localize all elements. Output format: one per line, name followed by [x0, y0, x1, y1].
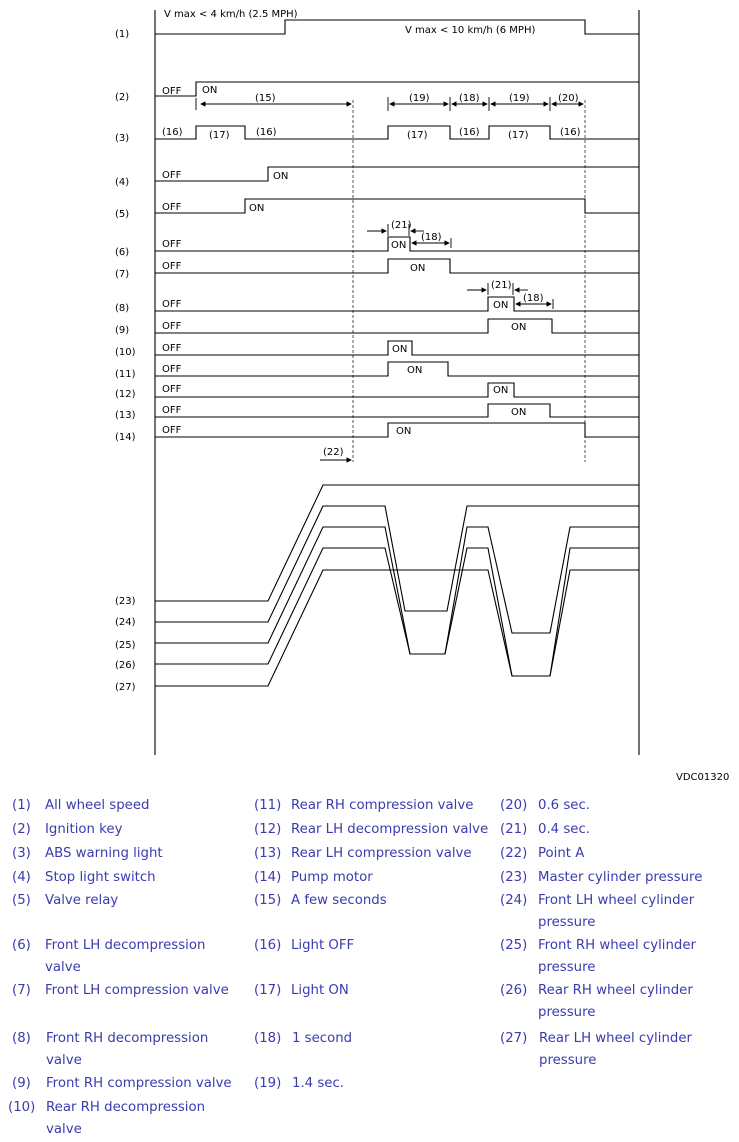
- wave-6-on: ON: [391, 240, 407, 251]
- wave-3-t5: (16): [459, 127, 480, 138]
- wave-2-on: ON: [202, 85, 218, 96]
- wave-7-off: OFF: [162, 261, 182, 272]
- row-label-8: (8): [115, 303, 130, 314]
- wave-7: [155, 259, 639, 273]
- pressure-label-24: (24): [115, 617, 136, 628]
- wave-11: [155, 362, 639, 376]
- legend-item: (24) Front LH wheel cylinder pressure: [500, 893, 695, 930]
- row-label-1: (1): [115, 29, 130, 40]
- wave-3-t3: (16): [256, 127, 277, 138]
- wave-12-off: OFF: [162, 384, 182, 395]
- row-label-5: (5): [115, 209, 130, 220]
- mark-22: (22): [323, 447, 344, 458]
- wave-3-t1: (16): [162, 127, 183, 138]
- wave-8-on: ON: [493, 300, 509, 311]
- row-label-2: (2): [115, 92, 130, 103]
- legend-item: (10) Rear RH decompression valve: [8, 1100, 206, 1137]
- mark-18c: (18): [523, 293, 544, 304]
- mark-19a: (19): [409, 93, 430, 104]
- pressure-label-26: (26): [115, 660, 136, 671]
- wave-12-on: ON: [493, 385, 509, 396]
- mark-21a: (21): [391, 220, 412, 231]
- mark-19b: (19): [509, 93, 530, 104]
- row-label-9: (9): [115, 325, 130, 336]
- mark-15: (15): [255, 93, 276, 104]
- wave-5: [155, 199, 639, 213]
- wave-3-t6: (17): [508, 130, 529, 141]
- wave-13: [155, 404, 639, 417]
- mark-18b: (18): [421, 232, 442, 243]
- wave-8-off: OFF: [162, 299, 182, 310]
- wave-3-t4: (17): [407, 130, 428, 141]
- legend-item: (26) Rear RH wheel cylinder pressure: [500, 983, 693, 1020]
- row-label-11: (11): [115, 369, 136, 380]
- wave-2-off: OFF: [162, 86, 182, 97]
- wave-6-off: OFF: [162, 239, 182, 250]
- wave-5-on: ON: [249, 203, 265, 214]
- wave-4-off: OFF: [162, 170, 182, 181]
- legend-item: (27) Rear LH wheel cylinder pressure: [500, 1031, 692, 1068]
- mark-20: (20): [558, 93, 579, 104]
- wave-1-text-a: V max < 4 km/h (2.5 MPH): [164, 9, 298, 20]
- wave-7-on: ON: [410, 263, 426, 274]
- row-label-13: (13): [115, 410, 136, 421]
- figure-code: VDC01320: [676, 772, 730, 783]
- row-label-7: (7): [115, 269, 130, 280]
- mark-21b: (21): [491, 280, 512, 291]
- row-label-10: (10): [115, 347, 136, 358]
- legend: (1) All wheel speed (2) Ignition key (3) ABS warning light (4) Stop light switch (5) Valve relay (6) Front LH decompression valve (7) Front LH compression valve (8) Front RH decompression valve (9) Front RH compression valve (10) Rear RH decompression valve (11) Rear RH compression valve (12) Rear LH decompression valve (13) Rear LH compression valve (14) Pump motor (15) A few seconds (16) Light OFF (17) Light ON (18) 1 second (19) 1.4 sec. (20) 0.6 sec. (21) 0.4 sec. (22) Point A (23) Master cylinder pressure (24) Front LH wheel cylinder pressure (25) Front RH wheel cylinder pressure (26) Rear RH wheel cylinder pressure (27) Rear LH wheel cylinder pressure: [0, 795, 739, 1142]
- wave-10-on: ON: [392, 344, 408, 355]
- legend-item: (25) Front RH wheel cylinder pressure: [500, 938, 696, 975]
- pressure-label-25: (25): [115, 640, 136, 651]
- mark-18a: (18): [459, 93, 480, 104]
- wave-11-on: ON: [407, 365, 423, 376]
- curve-23: [155, 485, 639, 601]
- wave-5-off: OFF: [162, 202, 182, 213]
- wave-11-off: OFF: [162, 364, 182, 375]
- wave-4: [155, 167, 639, 181]
- row-label-4: (4): [115, 177, 130, 188]
- row-label-14: (14): [115, 432, 136, 443]
- wave-3-t2: (17): [209, 130, 230, 141]
- wave-13-off: OFF: [162, 405, 182, 416]
- wave-13-on: ON: [511, 407, 527, 418]
- wave-3-t7: (16): [560, 127, 581, 138]
- row-label-6: (6): [115, 247, 130, 258]
- wave-9-off: OFF: [162, 321, 182, 332]
- wave-14-off: OFF: [162, 425, 182, 436]
- pressure-label-23: (23): [115, 596, 136, 607]
- wave-10-off: OFF: [162, 343, 182, 354]
- curve-24: [155, 506, 639, 622]
- wave-4-on: ON: [273, 171, 289, 182]
- wave-12: [155, 383, 639, 397]
- wave-9-on: ON: [511, 322, 527, 333]
- pressure-label-27: (27): [115, 682, 136, 693]
- wave-9: [155, 319, 639, 333]
- row-label-3: (3): [115, 133, 130, 144]
- row-label-12: (12): [115, 389, 136, 400]
- legend-item: (6) Front LH decompression valve: [12, 938, 206, 975]
- wave-1-text-b: V max < 10 km/h (6 MPH): [405, 25, 536, 36]
- wave-14-on: ON: [396, 426, 412, 437]
- legend-item: (8) Front RH decompression valve: [12, 1031, 209, 1068]
- wave-1: [155, 20, 639, 34]
- wave-8: [155, 297, 639, 311]
